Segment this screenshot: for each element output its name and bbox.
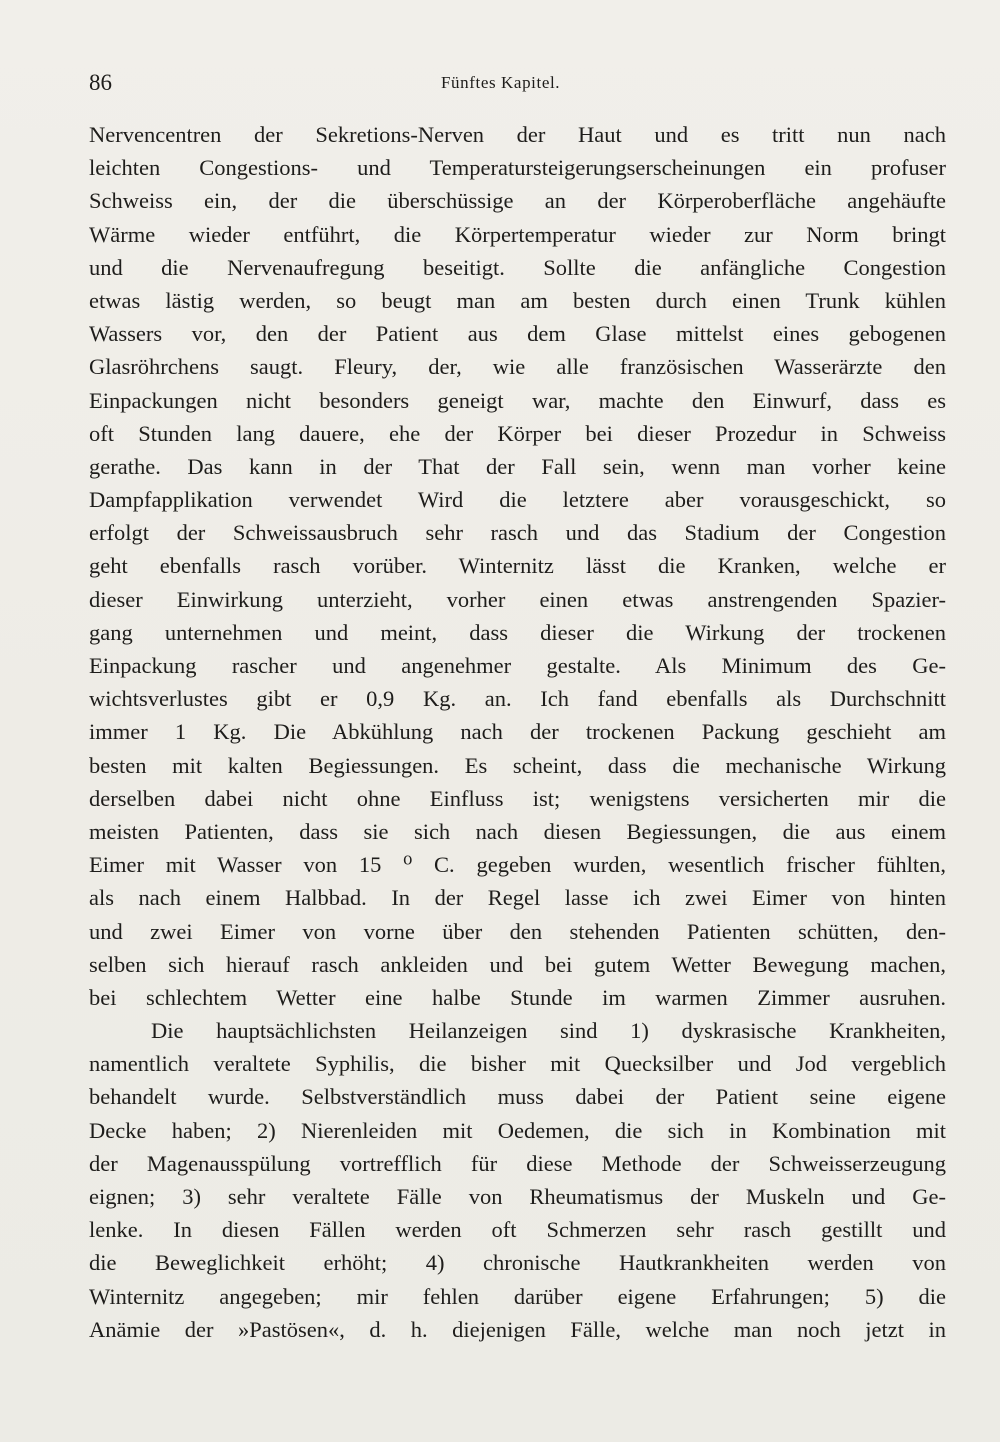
running-head: Fünftes Kapitel. (441, 73, 561, 92)
text-line: bei schlechtem Wetter eine halbe Stunde im warmen Zimmer ausruhen. (89, 984, 946, 1010)
text-line: eignen; 3) sehr veraltete Fälle von Rheumatismus der Muskeln und Ge- (89, 1184, 946, 1209)
body-text (89, 118, 946, 1346)
text-line: Einpackungen nicht besonders geneigt war, machte den Einwurf, dass es (89, 387, 946, 413)
text-line: gang unternehmen und meint, dass dieser die Wirkung der trockenen (89, 619, 946, 645)
page-number: 86 (89, 70, 112, 95)
text-line: Dampfapplikation verwendet Wird die letztere aber vorausgeschickt, so (89, 487, 946, 513)
text-line: oft Stunden lang dauere, ehe der Körper bei dieser Prozedur in Schweiss (89, 420, 946, 446)
text-line: Winternitz angegeben; mir fehlen darüber eigene Erfahrungen; 5) die (89, 1283, 946, 1309)
text-line: gerathe. Das kann in der That der Fall sein, wenn man vorher keine (89, 453, 946, 479)
text-line: die Beweglichkeit erhöht; 4) chronische Hautkrankheiten werden von (89, 1250, 946, 1276)
text-line: Eimer mit Wasser von 15 ⁰ C. gegeben wurden, wesentlich frischer fühlten, (89, 852, 946, 878)
text-line: Schweiss ein, der die überschüssige an der Körperoberfläche angehäufte (89, 188, 946, 214)
text-line: lenke. In diesen Fällen werden oft Schmerzen sehr rasch gestillt und (89, 1217, 946, 1243)
text-line: Die hauptsächlichsten Heilanzeigen sind 1) dyskrasische Krankheiten, (151, 1018, 946, 1044)
text-line: namentlich veraltete Syphilis, die bisher mit Quecksilber und Jod vergeblich (89, 1051, 946, 1077)
text-line: selben sich hierauf rasch ankleiden und bei gutem Wetter Bewegung machen, (89, 951, 946, 977)
text-line: der Magenausspülung vortrefflich für diese Methode der Schweisserzeugung (89, 1150, 946, 1176)
text-line: Decke haben; 2) Nierenleiden mit Oedemen, die sich in Kombination mit (89, 1117, 946, 1143)
text-line: geht ebenfalls rasch vorüber. Winternitz lässt die Kranken, welche er (89, 553, 946, 579)
text-line: und zwei Eimer von vorne über den stehenden Patienten schütten, den- (89, 918, 946, 944)
text-line: meisten Patienten, dass sie sich nach diesen Begiessungen, die aus einem (89, 818, 946, 844)
text-line: etwas lästig werden, so beugt man am besten durch einen Trunk kühlen (89, 287, 946, 313)
text-line: erfolgt der Schweissausbruch sehr rasch und das Stadium der Congestion (89, 520, 946, 546)
text-line: Glasröhrchens saugt. Fleury, der, wie alle französischen Wasserärzte den (89, 354, 946, 380)
text-line: derselben dabei nicht ohne Einfluss ist; wenigstens versicherten mir die (89, 785, 946, 811)
text-line: Wassers vor, den der Patient aus dem Glase mittelst eines gebogenen (89, 321, 946, 347)
text-line: Einpackung rascher und angenehmer gestalte. Als Minimum des Ge- (89, 653, 946, 678)
text-line: wichtsverlustes gibt er 0,9 Kg. an. Ich fand ebenfalls als Durchschnitt (89, 686, 946, 712)
text-line: dieser Einwirkung unterzieht, vorher einen etwas anstrengenden Spazier- (89, 586, 946, 612)
text-line: leichten Congestions- und Temperatursteigerungserscheinungen ein profuser (89, 155, 946, 181)
text-line: als nach einem Halbbad. In der Regel lasse ich zwei Eimer von hinten (89, 885, 946, 911)
text-line: besten mit kalten Begiessungen. Es scheint, dass die mechanische Wirkung (89, 752, 946, 778)
page-header (89, 66, 946, 100)
text-line: Nervencentren der Sekretions-Nerven der Haut und es tritt nun nach (89, 122, 946, 147)
text-line: immer 1 Kg. Die Abkühlung nach der trockenen Packung geschieht am (89, 719, 946, 745)
text-line: Wärme wieder entführt, die Körpertemperatur wieder zur Norm bringt (89, 221, 946, 247)
text-line: behandelt wurde. Selbstverständlich muss dabei der Patient seine eigene (89, 1084, 946, 1110)
text-line: und die Nervenaufregung beseitigt. Sollte die anfängliche Congestion (89, 254, 946, 280)
text-line: Anämie der »Pastösen«, d. h. diejenigen Fälle, welche man noch jetzt in (89, 1316, 946, 1342)
